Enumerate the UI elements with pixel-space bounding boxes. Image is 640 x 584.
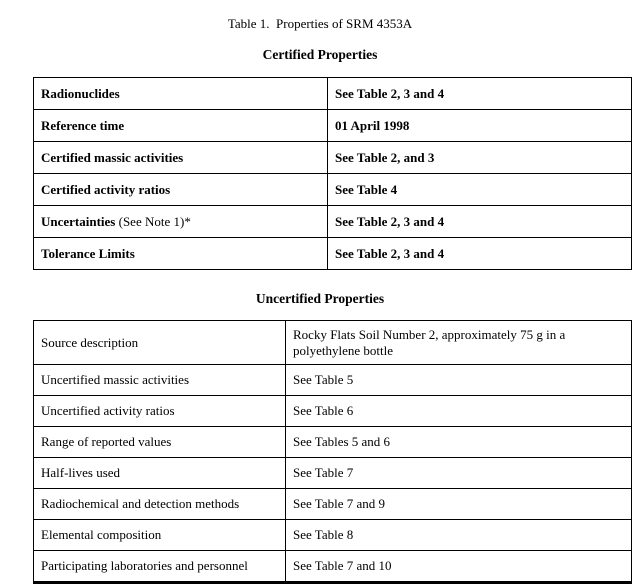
property-value-cell xyxy=(286,458,632,489)
table-row xyxy=(34,427,632,458)
property-value: See Table 7 xyxy=(293,465,354,480)
property-label-cell xyxy=(34,142,328,174)
property-value: See Table 7 and 9 xyxy=(293,496,385,511)
property-label: Uncertified activity ratios xyxy=(41,403,175,418)
property-value-cell xyxy=(286,396,632,427)
property-label: Certified activity ratios xyxy=(41,181,171,197)
property-label: Participating laboratories and personnel xyxy=(41,558,248,573)
property-label-cell xyxy=(34,238,328,270)
property-label: Range of reported values xyxy=(41,434,172,449)
table-row xyxy=(34,238,632,270)
property-value: See Tables 5 and 6 xyxy=(293,434,391,449)
property-value: See Table 6 xyxy=(293,403,354,418)
table-row xyxy=(34,206,632,238)
table-row xyxy=(34,321,632,365)
certified-properties-heading: Certified Properties xyxy=(262,47,378,62)
certified-properties-table xyxy=(33,77,632,270)
property-label-cell xyxy=(34,458,286,489)
property-label-cell xyxy=(34,396,286,427)
property-label: Tolerance Limits xyxy=(41,245,135,261)
table-row xyxy=(34,142,632,174)
property-label: Radionuclides xyxy=(41,85,120,101)
property-value-cell xyxy=(328,238,632,270)
table-row xyxy=(34,110,632,142)
table-row xyxy=(34,365,632,396)
property-label: Radiochemical and detection methods xyxy=(41,496,240,511)
property-value: See Table 2, 3 and 4 xyxy=(335,245,445,261)
property-label: Half-lives used xyxy=(41,465,121,480)
property-value: See Table 2, 3 and 4 xyxy=(335,213,445,229)
property-label: Elemental composition xyxy=(41,527,162,542)
uncertified-properties-table xyxy=(33,320,632,584)
table-row xyxy=(34,551,632,583)
property-label-cell xyxy=(34,365,286,396)
property-value: See Table 4 xyxy=(335,181,398,197)
property-label-cell xyxy=(34,206,328,238)
property-value-cell xyxy=(286,321,632,365)
property-value: See Table 2, and 3 xyxy=(335,149,435,165)
table-row xyxy=(34,78,632,110)
table-row xyxy=(34,458,632,489)
property-value-cell xyxy=(286,520,632,551)
table-row xyxy=(34,520,632,551)
property-value-cell xyxy=(286,489,632,520)
table-row xyxy=(34,489,632,520)
uncertified-properties-heading: Uncertified Properties xyxy=(255,291,385,306)
property-value: 01 April 1998 xyxy=(335,117,410,133)
property-label: Uncertified massic activities xyxy=(41,372,190,387)
property-value-cell xyxy=(286,427,632,458)
property-value-cell xyxy=(328,110,632,142)
property-value: Rocky Flats Soil Number 2, approximately 75 g in a polyethylene bottle xyxy=(293,326,566,358)
property-label-cell xyxy=(34,427,286,458)
property-label-cell xyxy=(34,520,286,551)
property-value-cell xyxy=(328,174,632,206)
property-label: Source description xyxy=(41,334,139,350)
property-label-note: (See Note 1)* xyxy=(115,213,191,229)
property-value-cell xyxy=(286,551,632,583)
property-label: Reference time xyxy=(41,117,125,133)
property-value-cell xyxy=(328,206,632,238)
table-row xyxy=(34,396,632,427)
property-value: See Table 2, 3 and 4 xyxy=(335,85,445,101)
property-label-cell xyxy=(34,174,328,206)
property-value: See Table 7 and 10 xyxy=(293,558,392,573)
property-label: Certified massic activities xyxy=(41,149,184,165)
property-value-cell xyxy=(328,142,632,174)
table-row xyxy=(34,174,632,206)
property-label: Uncertainties xyxy=(41,213,116,229)
property-value-cell xyxy=(328,78,632,110)
property-label-cell xyxy=(34,489,286,520)
property-value: See Table 8 xyxy=(293,527,354,542)
property-label-cell xyxy=(34,110,328,142)
property-value-cell xyxy=(286,365,632,396)
property-label-cell xyxy=(34,321,286,365)
table-caption: Table 1. Properties of SRM 4353A xyxy=(227,16,413,31)
property-label-cell xyxy=(34,551,286,583)
property-value: See Table 5 xyxy=(293,372,354,387)
property-label-cell xyxy=(34,78,328,110)
